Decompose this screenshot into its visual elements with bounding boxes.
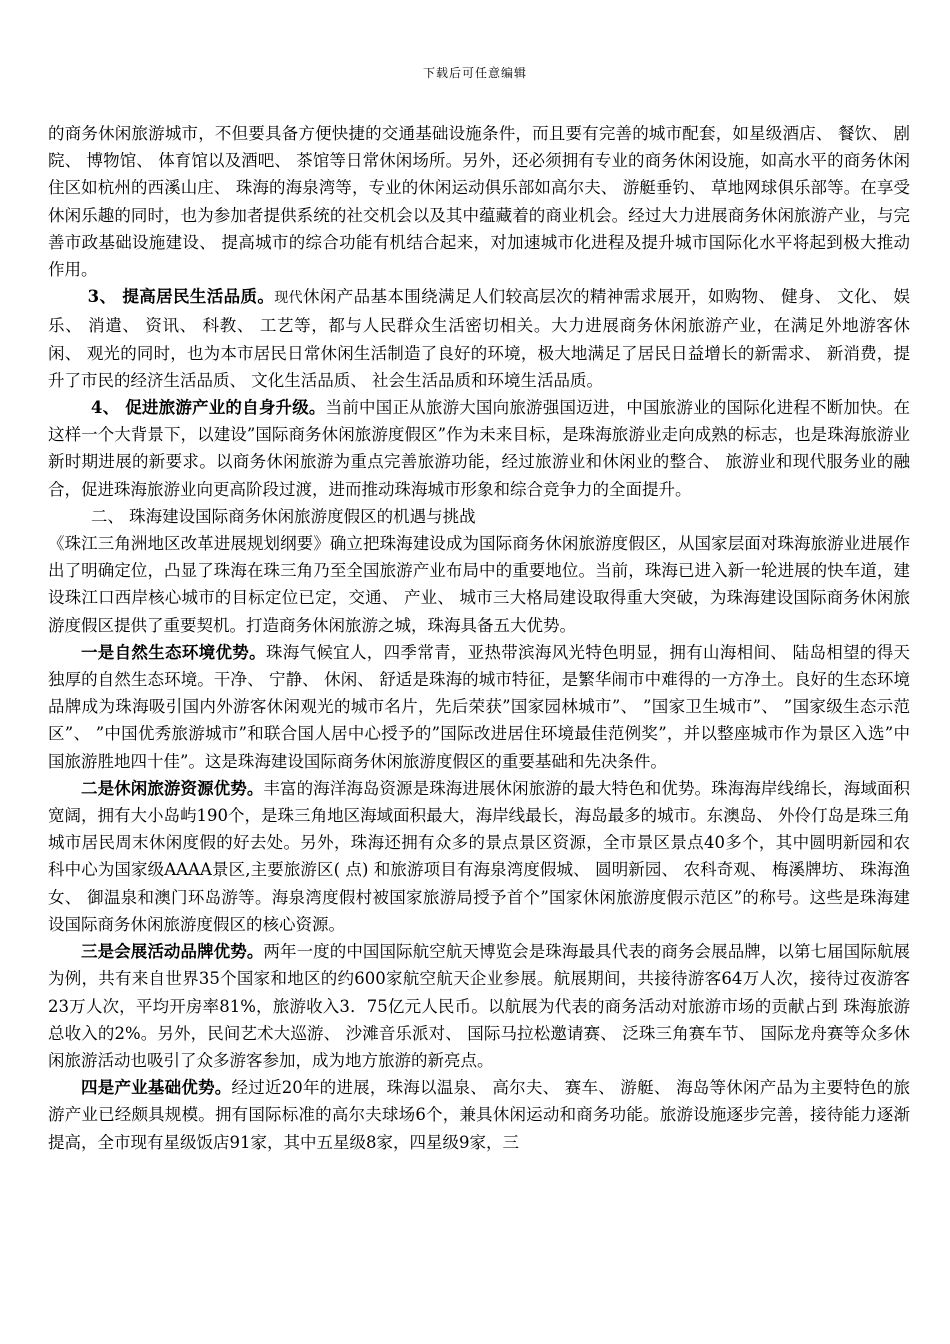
paragraph-6 [48,775,910,938]
paragraph-8 [48,1074,910,1156]
paragraph-3-lead: 4、 促进旅游产业的自身升级。 [90,398,326,418]
paragraph-2-small-text: 现代 [274,290,304,307]
paragraph-7 [48,938,910,1074]
paragraph-6-lead: 二是休闲旅游资源优势。 [81,778,264,798]
paragraph-4: 《珠江三角洲地区改革进展规划纲要》确立把珠海建设成为国际商务休闲旅游度假区，从国家层面对珠海旅游业进展作出了明确定位，凸显了珠海在珠三角乃至全国旅游产业布局中的重要地位。当前，珠海已进入新一轮进展的快车道，建设珠江口西岸核心城市的目标定位已定，交通、 产业、 城市三大格局建设取得重大突破，为珠海建设国际商务休闲旅游度假区提供了重要契机。打造商务休闲旅游之城，珠海具备五大优势。 [48,534,910,635]
paragraph-7-body: 两年一度的中国国际航空航天博览会是珠海最具代表的商务会展品牌，以第七届国际航展为例，共有来自世界35个国家和地区的约600家航空航天企业参展。航展期间，共接待游客64万人次，接待过夜游客23万人次，平均开房率81%，旅游收入3．75亿元人民币。以航展为代表的商务活动对旅游市场的贡献占到 珠海旅游总收入的2%。另外，民间艺术大巡游、 沙滩音乐派对、 国际马拉松邀请赛、 泛珠三角赛车节、 国际龙舟赛等众多休闲旅游活动也吸引了众多游客参加，成为地方旅游的新亮点。 [48,942,911,1070]
paragraph-6-body: 丰富的海洋海岛资源是珠海进展休闲旅游的最大特色和优势。珠海海岸线绵长，海域面积宽阔，拥有大小岛屿190个，是珠三角地区海域面积最大，海岸线最长，海岛最多的城市。东澳岛、 外伶仃岛是珠三角城市居民周末休闲度假的好去处。另外，珠海还拥有众多的景点景区资源，全市景区景点40多个，其中圆明新园和农科中心为国家级AAAA景区,主要旅游区( 点) 和旅游项目有海泉湾度假城、 圆明新园、 农科奇观、 梅溪牌坊、 珠海渔女、 御温泉和澳门环岛游等。海泉湾度假村被国家旅游局授予首个”国家休闲旅游度假示范区”的称号。这些是珠海建设国际商务休闲旅游度假区的核心资源。 [48,778,911,934]
paragraph-8-lead: 四是产业基础优势。 [81,1078,232,1098]
paragraph-7-lead: 三是会展活动品牌优势。 [81,942,264,962]
paragraph-3 [48,394,910,503]
section-heading-2: 二、 珠海建设国际商务休闲旅游度假区的机遇与挑战 [90,506,476,526]
document-body [48,120,910,1156]
paragraph-3-body: 当前中国正从旅游大国向旅游强国迈进，中国旅游业的国际化进程不断加快。在这样一个大背景下，以建设”国际商务休闲旅游度假区”作为未来目标，是珠海旅游业走向成熟的标志，也是珠海旅游业新时期进展的新要求。以商务休闲旅游为重点完善旅游功能，经过旅游业和休闲业的整合、 旅游业和现代服务业的融合，促进珠海旅游业向更高阶段过渡，进而推动珠海城市形象和综合竞争力的全面提升。 [48,398,910,499]
paragraph-5 [48,639,910,775]
paragraph-5-body: 珠海气候宜人，四季常青，亚热带滨海风光特色明显，拥有山海相间、 陆岛相望的得天独厚的自然生态环境。干净、 宁静、 休闲、 舒适是珠海的城市特征，是繁华闹市中难得的一方净土。良好的生态环境品牌成为珠海吸引国内外游客休闲观光的城市名片，先后荣获”国家园林城市”、 ”国家卫生城市”、 ”国家级生态示范区”、 ”中国优秀旅游城市”和联合国人居中心授予的”国际改进居住环境最佳范例奖”，并以整座城市作为景区入选”中国旅游胜地四十佳”。这是珠海建设国际商务休闲旅游度假区的重要基础和先决条件。 [48,642,911,771]
paragraph-1: 的商务休闲旅游城市，不但要具备方便快捷的交通基础设施条件，而且要有完善的城市配套，如星级酒店、 餐饮、 剧院、 博物馆、 体育馆以及酒吧、 茶馆等日常休闲场所。另外，还必须拥有专业的商务休闲设施，如高水平的商务休闲住区如杭州的西溪山庄、 珠海的海泉湾等，专业的休闲运动俱乐部如高尔夫、 游艇垂钓、 草地网球俱乐部等。在享受休闲乐趣的同时，也为参加者提供系统的社交机会以及其中蕴藏着的商业机会。经过大力进展商务休闲旅游产业，与完善市政基础设施建设、 提高城市的综合功能有机结合起来，对加速城市化进程及提升城市国际化水平将起到极大推动作用。 [48,124,910,280]
paragraph-8-body: 经过近20年的进展，珠海以温泉、 高尔夫、 赛车、 游艇、 海岛等休闲产品为主要特色的旅游产业已经颇具规模。拥有国际标准的高尔夫球场6个，兼具休闲运动和商务功能。旅游设施逐步完善，接待能力逐渐提高，全市现有星级饭店91家，其中五星级8家，四星级9家，三 [48,1078,911,1152]
page-header: 下载后可任意编辑 [422,66,527,80]
paragraph-2-body: 休闲产品基本围绕满足人们较高层次的精神需求展开，如购物、 健身、 文化、 娱乐、 消遣、 资讯、 科教、 工艺等，都与人民群众生活密切相关。大力进展商务休闲旅游产业，在满足外地游客休闲、 观光的同时，也为本市居民日常休闲生活制造了良好的环境，极大地满足了居民日益增长的新需求、 新消费，提升了市民的经济生活品质、 文化生活品质、 社会生活品质和环境生活品质。 [48,287,910,390]
paragraph-5-lead: 一是自然生态环境优势。 [81,642,266,662]
paragraph-2-lead: 3、 提高居民生活品质。 [87,287,275,307]
paragraph-2 [48,283,910,394]
